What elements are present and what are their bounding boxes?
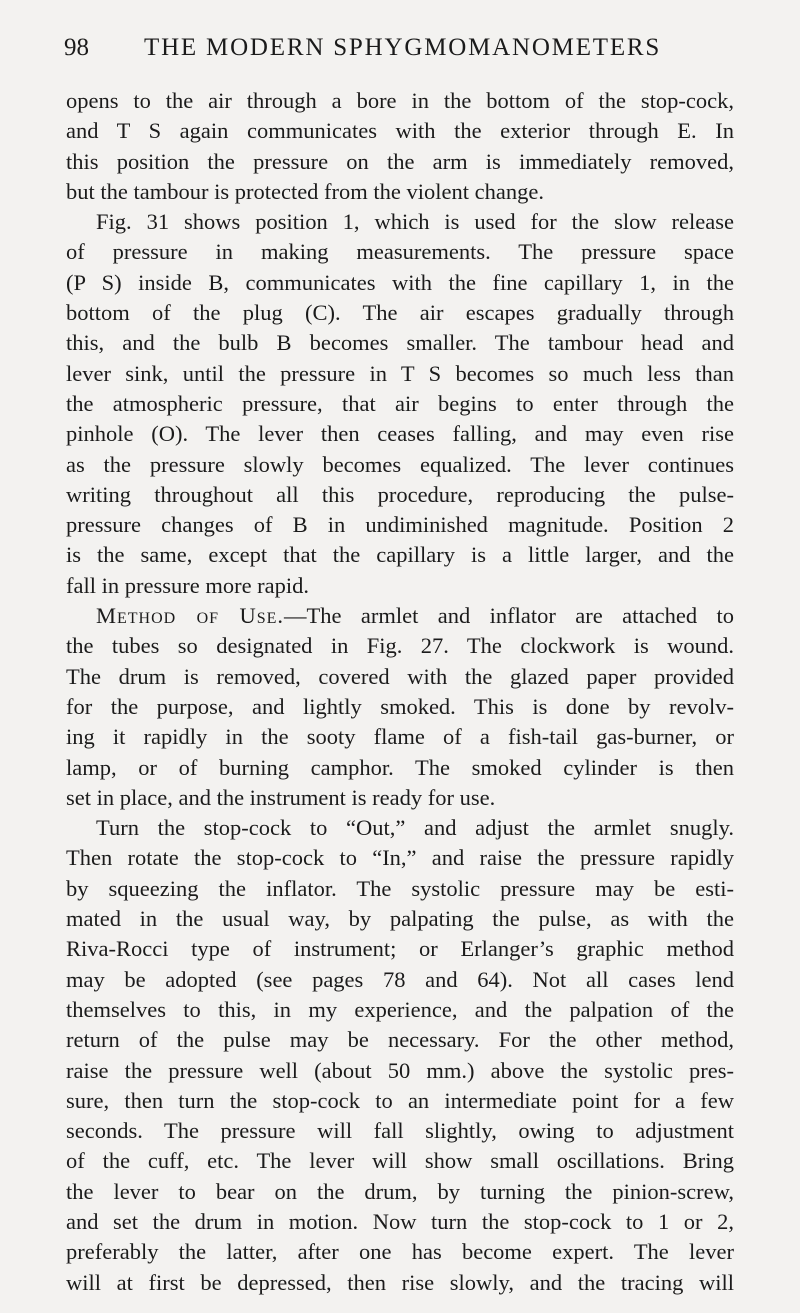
text-line: this position the pressure on the arm is immediately removed, [66,148,734,174]
text-line [66,601,734,631]
text-line: The drum is removed, covered with the glazed paper provided [66,663,734,689]
text-line: of the cuff, etc. The lever will show small oscillations. Bring [66,1148,734,1174]
text-line: Fig. 31 shows position 1, which is used for the slow release [96,209,734,235]
text-line: as the pressure slowly becomes equalized. The lever continues [66,451,734,477]
page-header [64,30,740,66]
text-line: the lever to bear on the drum, by turning the pinion-screw, [66,1178,734,1204]
body-text [66,86,734,1298]
text-line: the atmospheric pressure, that air begins to enter through the [66,390,734,416]
text-line: Riva-Rocci type of instrument; or Erlanger’s graphic method [66,936,734,962]
text-line: of pressure in making measurements. The pressure space [66,239,734,265]
text-line: lever sink, until the pressure in T S becomes so much less than [66,360,734,386]
text-line: and T S again communicates with the exterior through E. In [66,118,734,144]
text-line: and set the drum in motion. Now turn the stop-cock to 1 or 2, [66,1208,734,1234]
section-heading-text: —The armlet and inflator are attached to [284,603,734,629]
text-line: but the tambour is protected from the violent change. [66,178,544,204]
text-line: may be adopted (see pages 78 and 64). Not all cases lend [66,966,734,992]
text-line: lamp, or of burning camphor. The smoked cylinder is then [66,754,734,780]
text-line: will at first be depressed, then rise slowly, and the tracing will [66,1269,734,1295]
text-line: fall in pressure more rapid. [66,572,310,598]
text-line: this, and the bulb B becomes smaller. The tambour head and [66,330,734,356]
text-line: themselves to this, in my experience, and the palpation of the [66,996,734,1022]
text-line: (P S) inside B, communicates with the fine capillary 1, in the [66,269,734,295]
text-line: is the same, except that the capillary is a little larger, and the [66,542,734,568]
text-line: seconds. The pressure will fall slightly, owing to adjustment [66,1118,734,1144]
running-head: THE MODERN SPHYGMOMANOMETERS [144,34,662,61]
section-heading: Method of Use. [96,603,285,629]
text-line: sure, then turn the stop-cock to an intermediate point for a few [66,1087,734,1113]
text-line: pinhole (O). The lever then ceases falling, and may even rise [66,421,734,447]
text-line: Then rotate the stop-cock to “In,” and raise the pressure rapidly [66,845,734,871]
text-line: opens to the air through a bore in the bottom of the stop-cock, [66,88,734,113]
text-line: for the purpose, and lightly smoked. This is done by revolv- [66,693,734,719]
text-line: pressure changes of B in undiminished magnitude. Position 2 [66,512,734,538]
text-line: Turn the stop-cock to “Out,” and adjust the armlet snugly. [96,815,734,841]
text-line: return of the pulse may be necessary. For the other method, [66,1027,734,1053]
text-line: writing throughout all this procedure, reproducing the pulse- [66,481,734,507]
text-line: set in place, and the instrument is ready for use. [66,784,496,810]
text-line: ing it rapidly in the sooty flame of a fish-tail gas-burner, or [66,724,734,750]
text-line: bottom of the plug (C). The air escapes gradually through [66,300,734,326]
text-line: mated in the usual way, by palpating the pulse, as with the [66,906,734,932]
text-line: by squeezing the inflator. The systolic pressure may be esti- [66,875,734,901]
text-line: raise the pressure well (about 50 mm.) above the systolic pres- [66,1057,734,1083]
page-number: 98 [64,34,89,61]
text-line: the tubes so designated in Fig. 27. The clockwork is wound. [66,633,734,659]
text-line: preferably the latter, after one has become expert. The lever [66,1239,734,1265]
